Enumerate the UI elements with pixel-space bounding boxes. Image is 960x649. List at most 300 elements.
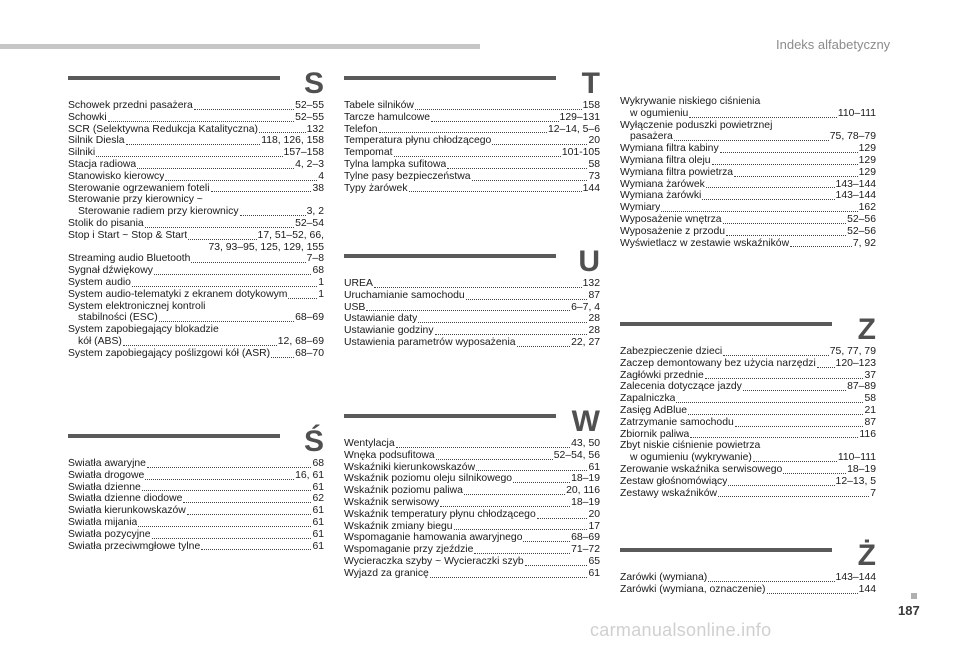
index-entry bbox=[620, 96, 876, 108]
entry-page-ref: 52–56 bbox=[847, 213, 876, 225]
dot-leader bbox=[240, 214, 306, 216]
index-entry bbox=[344, 302, 600, 314]
index-entry bbox=[68, 541, 324, 553]
entry-page-ref: 143–144 bbox=[835, 190, 876, 202]
index-entry bbox=[344, 313, 600, 325]
dot-leader bbox=[706, 186, 835, 188]
entry-label: Wyłączenie poduszki powietrznej bbox=[620, 119, 773, 131]
entry-page-ref: 162 bbox=[858, 202, 876, 214]
section-rule bbox=[620, 322, 832, 326]
section-letter: W bbox=[571, 405, 600, 438]
index-entry bbox=[344, 135, 600, 147]
index-entry bbox=[344, 532, 600, 544]
entry-page-ref: 68 bbox=[312, 265, 324, 277]
dot-leader bbox=[108, 120, 294, 122]
index-entry bbox=[620, 452, 876, 464]
entry-page-ref: 20 bbox=[588, 508, 600, 520]
index-entry bbox=[344, 337, 600, 349]
index-entry bbox=[620, 238, 876, 250]
section-w bbox=[344, 405, 600, 580]
entry-page-ref: 52–56 bbox=[847, 225, 876, 237]
entry-page-ref: 12–14, 5–6 bbox=[547, 123, 600, 135]
index-entry bbox=[68, 301, 324, 313]
index-entry bbox=[68, 112, 324, 124]
dot-leader bbox=[474, 552, 570, 554]
index-entry bbox=[620, 155, 876, 167]
entry-page-ref: 61 bbox=[312, 505, 324, 517]
entry-page-ref: 16, 61 bbox=[295, 469, 324, 481]
index-entry bbox=[68, 458, 324, 470]
entry-page-ref: 52–54 bbox=[295, 217, 324, 229]
index-entry bbox=[620, 120, 876, 132]
index-entry bbox=[68, 517, 324, 529]
index-entry bbox=[344, 325, 600, 337]
index-entry bbox=[344, 485, 600, 497]
index-entry bbox=[68, 194, 324, 206]
entry-label: Schowek przedni pasażera bbox=[68, 100, 193, 111]
entry-page-ref: 7, 92 bbox=[852, 237, 876, 249]
entry-label: Ustawianie daty bbox=[344, 313, 418, 325]
entry-page-ref: 68–69 bbox=[571, 532, 600, 544]
dot-leader bbox=[440, 505, 570, 507]
dot-leader bbox=[123, 344, 277, 346]
entry-page-ref: 1 bbox=[318, 288, 324, 300]
section-t bbox=[344, 67, 600, 194]
entry-label: Zalecenia dotyczące jazdy bbox=[620, 381, 742, 393]
section-heading bbox=[344, 245, 600, 278]
entry-page-ref: 7 bbox=[870, 487, 876, 499]
index-entry bbox=[68, 312, 324, 324]
index-entry bbox=[344, 568, 600, 580]
section-letter: Ś bbox=[303, 425, 324, 458]
entry-page-ref: 129 bbox=[858, 143, 876, 155]
index-entry bbox=[620, 417, 876, 429]
page-marker bbox=[911, 593, 917, 599]
dot-leader bbox=[145, 478, 294, 480]
index-entry bbox=[620, 464, 876, 476]
dot-leader bbox=[191, 261, 305, 263]
entry-page-ref: 52–55 bbox=[295, 100, 324, 111]
entry-page-ref: 18–19 bbox=[847, 463, 876, 475]
entry-label: Tabele silników bbox=[344, 100, 414, 111]
index-entry bbox=[344, 183, 600, 195]
entry-page-ref: 68–70 bbox=[295, 347, 324, 359]
dot-leader bbox=[454, 528, 588, 530]
entry-page-ref: 68–69 bbox=[295, 312, 324, 324]
dot-leader bbox=[418, 321, 587, 323]
section-z-dot bbox=[620, 539, 876, 596]
entry-label: Żarówki (wymiana, oznaczenie) bbox=[620, 583, 766, 595]
entry-label: System zapobiegający blokadzie bbox=[68, 324, 219, 336]
entry-page-ref: 52–54, 56 bbox=[553, 449, 600, 461]
entry-label: Wymiana żarówek bbox=[620, 178, 705, 190]
entry-label: Wymiary bbox=[620, 202, 661, 214]
dot-leader bbox=[396, 446, 570, 448]
entry-label: Wymiana żarówki bbox=[620, 190, 702, 202]
entry-label: Streaming audio Bluetooth bbox=[68, 253, 191, 265]
dot-leader bbox=[723, 222, 847, 224]
dot-leader bbox=[517, 345, 571, 347]
index-entry bbox=[620, 381, 876, 393]
dot-leader bbox=[288, 297, 317, 299]
entry-label: Typy żarówek bbox=[344, 182, 408, 194]
entry-label: Zbiornik paliwa bbox=[620, 428, 690, 440]
entry-label: w ogumieniu bbox=[630, 107, 689, 119]
entry-page-ref: 38 bbox=[312, 182, 324, 194]
entry-page-ref: 68 bbox=[312, 458, 324, 469]
entry-page-ref: 22, 27 bbox=[571, 336, 600, 348]
dot-leader bbox=[753, 460, 837, 462]
dot-leader bbox=[743, 389, 846, 391]
entry-page-ref: 1 bbox=[318, 276, 324, 288]
dot-leader bbox=[767, 592, 858, 594]
index-entry bbox=[620, 488, 876, 500]
index-entry bbox=[620, 572, 876, 584]
index-entry bbox=[620, 108, 876, 120]
entry-label: Zapalniczka bbox=[620, 393, 676, 405]
entry-label: Zatrzymanie samochodu bbox=[620, 416, 734, 428]
section-heading bbox=[344, 67, 600, 100]
index-entry bbox=[68, 277, 324, 289]
index-entry bbox=[344, 147, 600, 159]
dot-leader bbox=[537, 517, 588, 519]
entry-page-ref: 144 bbox=[582, 182, 600, 194]
dot-leader bbox=[705, 377, 864, 379]
entry-label: Światła awaryjne bbox=[68, 458, 146, 469]
watermark: carmanualsonline.info bbox=[590, 620, 772, 640]
dot-leader bbox=[674, 139, 829, 141]
entry-page-ref: 110–111 bbox=[837, 452, 876, 464]
dot-leader bbox=[720, 151, 858, 153]
entry-label: Sterowanie radiem przy kierownicy bbox=[78, 206, 239, 218]
index-entry bbox=[68, 505, 324, 517]
entry-page-ref: 3, 2 bbox=[306, 206, 324, 218]
dot-leader bbox=[476, 469, 587, 471]
index-entries bbox=[68, 100, 324, 360]
entry-label: Sterowanie przy kierownicy ~ bbox=[68, 194, 203, 206]
entry-label: Zagłówki przednie bbox=[620, 369, 704, 381]
dot-leader bbox=[790, 245, 852, 247]
entry-label: Wspomaganie przy zjeździe bbox=[344, 544, 474, 556]
dot-leader bbox=[466, 298, 588, 300]
index-entry bbox=[620, 429, 876, 441]
index-entry bbox=[620, 143, 876, 155]
section-rule bbox=[620, 548, 832, 552]
index-entry bbox=[344, 171, 600, 183]
index-entry bbox=[344, 462, 600, 474]
dot-leader bbox=[447, 167, 587, 169]
entry-page-ref: 87 bbox=[588, 289, 600, 301]
entry-label: Wskaźnik zmiany biegu bbox=[344, 520, 453, 532]
index-entry bbox=[344, 124, 600, 136]
entry-label: Telefon bbox=[344, 123, 378, 135]
index-entry bbox=[344, 556, 600, 568]
entry-label: System zapobiegający poślizgowi kół (ASR) bbox=[68, 347, 271, 359]
entry-page-ref: 52–55 bbox=[295, 111, 324, 123]
index-entry bbox=[620, 167, 876, 179]
entry-label: Wskaźnik poziomu oleju silnikowego bbox=[344, 473, 513, 485]
index-entry bbox=[344, 509, 600, 521]
entry-page-ref: 118, 126, 158 bbox=[261, 135, 324, 147]
index-entry bbox=[620, 476, 876, 488]
dot-leader bbox=[201, 548, 311, 550]
entry-page-ref: 120–123 bbox=[835, 357, 876, 369]
entry-page-ref: 12–13, 5 bbox=[835, 475, 876, 487]
entry-page-ref: 20, 116 bbox=[566, 485, 600, 497]
index-entry bbox=[68, 183, 324, 195]
dot-leader bbox=[194, 108, 294, 110]
dot-leader bbox=[126, 143, 261, 145]
index-entry bbox=[68, 324, 324, 336]
section-rule bbox=[344, 254, 556, 258]
entry-page-ref: 75, 78–79 bbox=[829, 131, 876, 143]
dot-leader bbox=[188, 238, 256, 240]
entry-page-ref: 37 bbox=[864, 369, 876, 381]
entry-label: Tylna lampka sufitowa bbox=[344, 158, 447, 170]
dot-leader bbox=[379, 131, 547, 133]
entry-page-ref: 58 bbox=[588, 158, 600, 170]
index-entry bbox=[620, 179, 876, 191]
index-entries bbox=[620, 96, 876, 249]
index-entry bbox=[68, 135, 324, 147]
index-entry bbox=[68, 482, 324, 494]
section-heading bbox=[344, 405, 600, 438]
entry-page-ref: 61 bbox=[588, 567, 600, 579]
entry-page-ref: 129 bbox=[858, 154, 876, 166]
entry-page-ref: 4 bbox=[318, 170, 324, 182]
index-entry bbox=[344, 100, 600, 112]
index-entry bbox=[344, 497, 600, 509]
index-entry bbox=[68, 171, 324, 183]
dot-leader bbox=[183, 501, 311, 503]
entry-label: Zbyt niskie ciśnienie powietrza bbox=[620, 440, 761, 452]
entry-page-ref: 110–111 bbox=[837, 107, 876, 119]
dot-leader bbox=[723, 354, 829, 356]
section-letter: S bbox=[303, 67, 324, 100]
section-s bbox=[68, 67, 324, 360]
dot-leader bbox=[436, 458, 553, 460]
header-title: Indeks alfabetyczny bbox=[776, 37, 891, 52]
entry-label: Wykrywanie niskiego ciśnienia bbox=[620, 96, 761, 107]
index-entry bbox=[620, 358, 876, 370]
index-entry bbox=[620, 131, 876, 143]
entry-label: Światła pozycyjne bbox=[68, 528, 151, 540]
section-u bbox=[344, 245, 600, 349]
entry-page-ref: 129 bbox=[858, 166, 876, 178]
index-entry bbox=[344, 278, 600, 290]
entry-label: Światła dzienne diodowe bbox=[68, 493, 183, 505]
dot-leader bbox=[690, 436, 858, 438]
dot-leader bbox=[145, 226, 294, 228]
entry-page-ref: 143–144 bbox=[835, 178, 876, 190]
index-entry bbox=[620, 393, 876, 405]
dot-leader bbox=[159, 320, 294, 322]
entry-page-ref: 17 bbox=[588, 520, 600, 532]
section-letter: U bbox=[578, 245, 600, 278]
dot-leader bbox=[676, 401, 863, 403]
index-entry bbox=[620, 440, 876, 452]
dot-leader bbox=[138, 525, 311, 527]
index-entries bbox=[344, 278, 600, 349]
dot-leader bbox=[435, 333, 588, 335]
entry-label: Stop i Start ~ Stop & Start bbox=[68, 229, 188, 241]
dot-leader bbox=[523, 540, 570, 542]
section-heading bbox=[68, 67, 324, 100]
dot-leader bbox=[689, 116, 837, 118]
entry-page-ref: 129–131 bbox=[559, 111, 600, 123]
section-heading bbox=[620, 313, 876, 346]
entry-page-ref: 143–144 bbox=[835, 572, 876, 583]
dot-leader bbox=[96, 155, 282, 157]
entry-label: Silniki bbox=[68, 147, 96, 159]
index-entry bbox=[68, 470, 324, 482]
section-w-continued bbox=[620, 96, 876, 249]
index-entry bbox=[344, 450, 600, 462]
index-entry bbox=[68, 218, 324, 230]
dot-leader bbox=[734, 175, 858, 177]
dot-leader bbox=[712, 163, 858, 165]
dot-leader bbox=[415, 108, 582, 110]
index-entry bbox=[344, 112, 600, 124]
entry-page-ref: 18–19 bbox=[571, 473, 600, 485]
entry-label: Wskaźniki kierunkowskazów bbox=[344, 461, 476, 473]
entry-page-ref: 28 bbox=[588, 313, 600, 325]
dot-leader bbox=[472, 179, 588, 181]
entry-page-ref: 132 bbox=[306, 123, 324, 135]
section-heading bbox=[68, 425, 324, 458]
page-number: 187 bbox=[898, 603, 920, 618]
entry-page-ref: 87 bbox=[864, 416, 876, 428]
index-entries bbox=[620, 346, 876, 499]
entry-page-ref: 158 bbox=[582, 100, 600, 111]
index-entry bbox=[68, 253, 324, 265]
entry-label: System elektronicznej kontroli bbox=[68, 300, 206, 312]
entry-label: Tempomat bbox=[344, 147, 393, 159]
entry-page-ref: 61 bbox=[312, 540, 324, 552]
dot-leader bbox=[147, 466, 311, 468]
entry-page-ref: 12, 68–69 bbox=[277, 335, 324, 347]
entry-label: Wskaźnik serwisowy bbox=[344, 496, 440, 508]
entry-page-ref: 65 bbox=[588, 555, 600, 567]
section-z bbox=[620, 313, 876, 499]
entry-label: Wyposażenie z przodu bbox=[620, 225, 726, 237]
index-entries bbox=[344, 100, 600, 194]
index-entry bbox=[344, 290, 600, 302]
section-rule bbox=[344, 76, 556, 80]
dot-leader bbox=[374, 286, 582, 288]
entry-page-ref: 58 bbox=[864, 393, 876, 405]
dot-leader bbox=[817, 366, 835, 368]
entry-page-ref: 17, 51–52, 66, bbox=[257, 229, 324, 241]
entry-page-ref: 43, 50 bbox=[571, 438, 600, 449]
entry-label: UREA bbox=[344, 278, 373, 289]
dot-leader bbox=[431, 120, 559, 122]
dot-leader bbox=[409, 190, 582, 192]
index-entry bbox=[620, 190, 876, 202]
header-bar bbox=[0, 44, 480, 49]
index-entry bbox=[620, 370, 876, 382]
entry-label: Zabezpieczenie dzieci bbox=[620, 346, 723, 357]
dot-leader bbox=[688, 413, 863, 415]
index-entry bbox=[68, 336, 324, 348]
entry-label: Wymiana filtra kabiny bbox=[620, 143, 719, 155]
entry-label: System audio-telematyki z ekranem dotykowym bbox=[68, 288, 288, 300]
dot-leader bbox=[187, 513, 312, 515]
dot-leader bbox=[259, 131, 306, 133]
index-entry bbox=[620, 202, 876, 214]
index-entry-continuation: 73, 93–95, 125, 129, 155 bbox=[208, 241, 324, 253]
entry-page-ref: 75, 77, 79 bbox=[829, 346, 876, 357]
dot-leader bbox=[708, 580, 834, 582]
index-entry bbox=[344, 159, 600, 171]
entry-label: Zaczep demontowany bez użycia narzędzi bbox=[620, 357, 816, 369]
entry-page-ref: 144 bbox=[858, 583, 876, 595]
entry-label: Wyposażenie wnętrza bbox=[620, 213, 722, 225]
entry-page-ref: 61 bbox=[312, 528, 324, 540]
index-entry bbox=[344, 473, 600, 485]
entry-label: Światła dzienne bbox=[68, 481, 141, 493]
entry-page-ref: 157–158 bbox=[283, 147, 324, 159]
entry-label: USB bbox=[344, 301, 366, 313]
entry-label: Schowki bbox=[68, 111, 107, 123]
index-entry bbox=[68, 100, 324, 112]
index-entry bbox=[344, 438, 600, 450]
section-heading bbox=[620, 539, 876, 572]
index-entries bbox=[344, 438, 600, 580]
entry-page-ref: 28 bbox=[588, 325, 600, 337]
entry-label: Tylne pasy bezpieczeństwa bbox=[344, 170, 471, 182]
section-rule bbox=[68, 76, 280, 80]
entry-label: Wymiana filtra powietrza bbox=[620, 166, 734, 178]
index-entries bbox=[68, 458, 324, 552]
entry-label: Światła przeciwmgłowe tylne bbox=[68, 540, 201, 552]
entry-page-ref: 61 bbox=[312, 516, 324, 528]
index-entry bbox=[344, 544, 600, 556]
index-entry bbox=[68, 124, 324, 136]
entry-label: Zasięg AdBlue bbox=[620, 404, 688, 416]
index-entry bbox=[620, 405, 876, 417]
entry-label: Wnęka podsufitowa bbox=[344, 449, 435, 461]
entry-label: Zestaw głośnomówiący bbox=[620, 475, 728, 487]
dot-leader bbox=[492, 143, 587, 145]
entry-page-ref: 87–89 bbox=[847, 381, 876, 393]
entry-page-ref: 132 bbox=[582, 278, 600, 289]
section-letter: T bbox=[581, 67, 600, 100]
entry-page-ref: 73 bbox=[588, 170, 600, 182]
index-entry bbox=[620, 584, 876, 596]
index-entry bbox=[68, 529, 324, 541]
entry-label: Światła drogowe bbox=[68, 469, 145, 481]
dot-leader bbox=[152, 537, 312, 539]
index-entry bbox=[68, 289, 324, 301]
entry-page-ref: 71–72 bbox=[571, 544, 600, 556]
section-letter: Ż bbox=[857, 539, 876, 572]
dot-leader bbox=[702, 198, 834, 200]
entry-page-ref: 18–19 bbox=[571, 496, 600, 508]
entry-label: Zestawy wskaźników bbox=[620, 487, 718, 499]
entry-label: Wyświetlacz w zestawie wskaźników bbox=[620, 237, 790, 249]
entry-label: Sygnał dźwiękowy bbox=[68, 265, 153, 277]
entry-page-ref: 21 bbox=[864, 404, 876, 416]
entry-label: Wymiana filtra oleju bbox=[620, 154, 711, 166]
entry-label: stabilności (ESC) bbox=[78, 312, 158, 324]
entry-label: Światła mijania bbox=[68, 516, 138, 528]
entry-label: kół (ABS) bbox=[78, 335, 122, 347]
index-entry bbox=[68, 493, 324, 505]
index-entry bbox=[68, 159, 324, 171]
dot-leader bbox=[271, 356, 294, 358]
dot-leader bbox=[366, 309, 570, 311]
